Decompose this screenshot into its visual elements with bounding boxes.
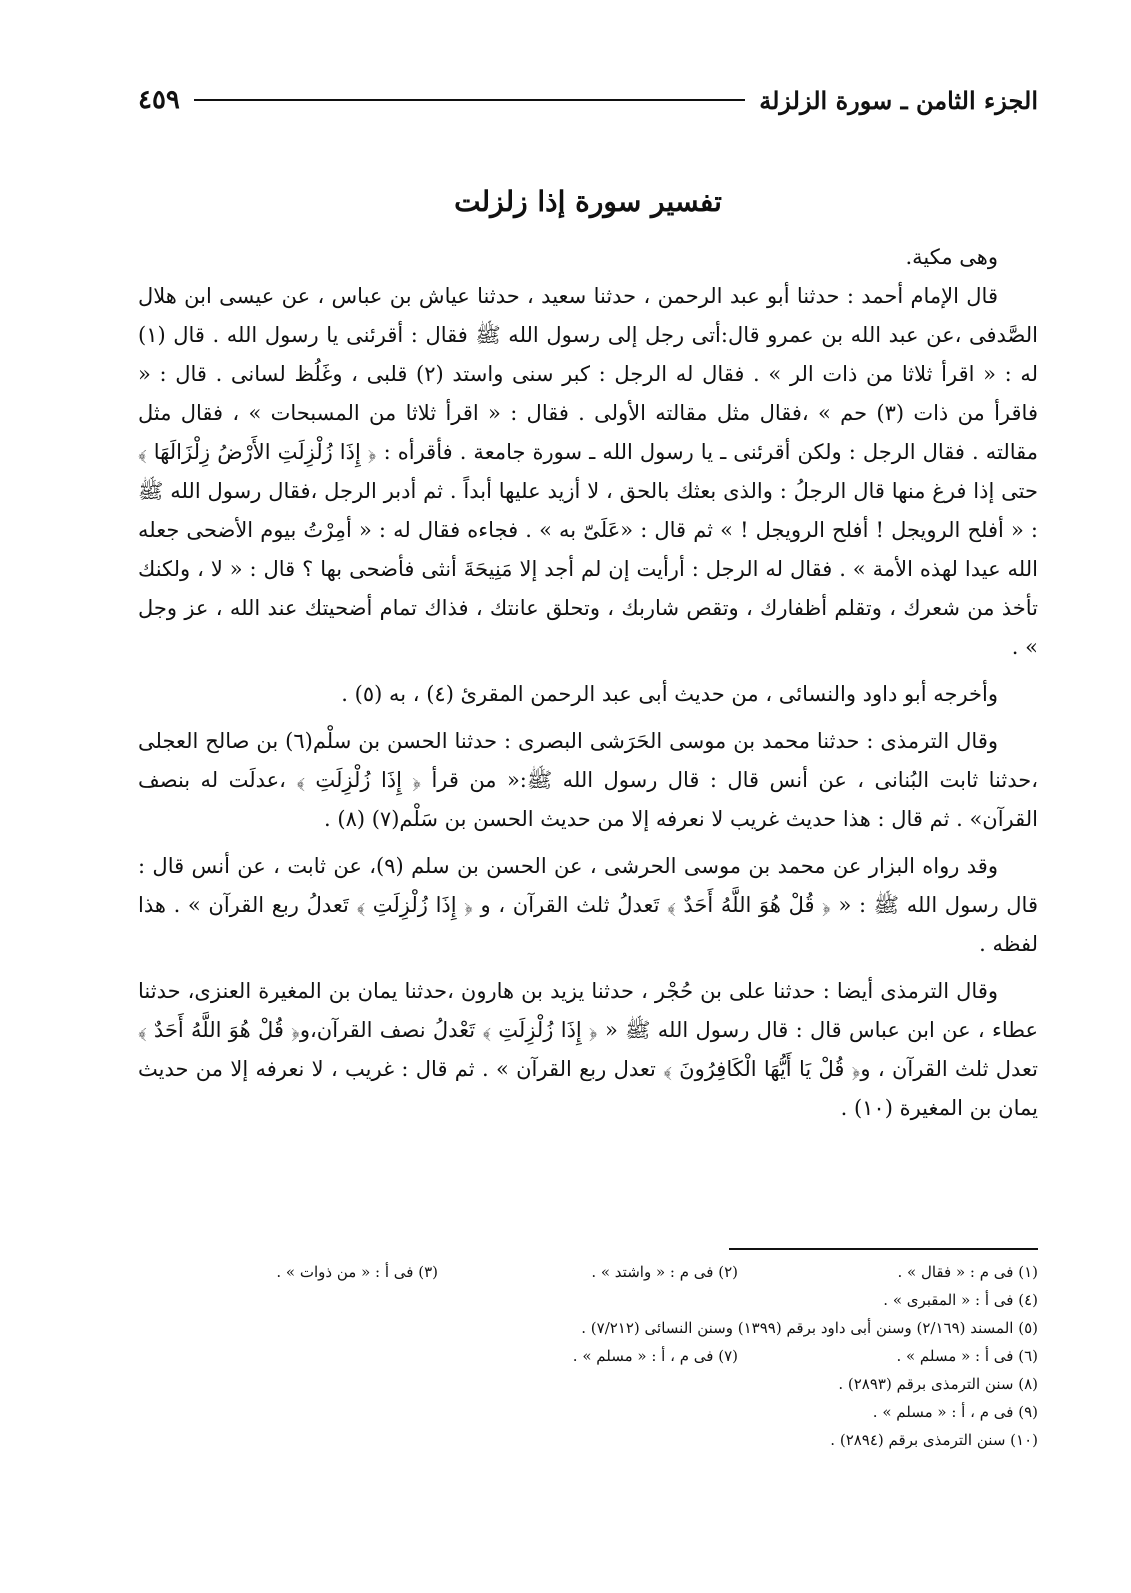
paragraph-intro: وهى مكية. xyxy=(905,245,998,269)
footnote-3: (٣) فى أ : « من ذوات » . xyxy=(276,1263,438,1281)
paragraph-tirmidhi-2: وقال الترمذى أيضا : حدثنا على بن حُجْر ، حدثنا يزيد بن هارون ،حدثنا يمان بن المغيرة العنزى، حدثنا عطاء ، عن ابن عباس قال : قال رسول الله ﷺ « ﴿ إِذَا زُلْزِلَتِ ﴾ تَعْدلُ نصف القرآن،و﴿ قُلْ هُوَ اللَّهُ أَحَدٌ ﴾ تعدل ثلث القرآن ، و﴿ قُلْ يَا أَيُّهَا الْكَافِرُونَ ﴾ تعدل ربع القرآن » . ثم قال : غريب ، لا نعرفه إلا من حديث يمان بن المغيرة (١٠) . xyxy=(138,979,1038,1120)
running-title: الجزء الثامن ـ سورة الزلزلة xyxy=(759,85,1038,115)
footnotes xyxy=(138,1258,1038,1454)
body-text xyxy=(138,238,1038,1136)
footnote-row xyxy=(138,1314,1038,1342)
footnote-row xyxy=(138,1426,1038,1454)
footnote-row xyxy=(138,1370,1038,1398)
footnote-1: (١) فى م : « فقال » . xyxy=(897,1263,1038,1281)
footnote-9: (٩) فى م ، أ : « مسلم » . xyxy=(872,1403,1038,1421)
footnote-row xyxy=(138,1398,1038,1426)
footnote-4: (٤) فى أ : « المقبرى » . xyxy=(883,1291,1038,1309)
footnote-5: (٥) المسند (٢/١٦٩) وسنن أبى داود برقم (١٣٩٩) وسنن النسائى (٧/٢١٢) . xyxy=(581,1319,1038,1337)
footnote-8: (٨) سنن الترمذى برقم (٢٨٩٣) . xyxy=(838,1375,1038,1393)
footnote-row xyxy=(138,1258,1038,1286)
header-rule xyxy=(194,99,745,101)
paragraph-abu-dawud: وأخرجه أبو داود والنسائى ، من حديث أبى عبد الرحمن المقرئ (٤) ، به (٥) . xyxy=(341,682,998,706)
paragraph-tirmidhi: وقال الترمذى : حدثنا محمد بن موسى الحَرَشى البصرى : حدثنا الحسن بن سلْم(٦) بن صالح العجلى ،حدثنا ثابت البُنانى ، عن أنس قال : قال رسول الله ﷺ:« من قرأ ﴿ إِذَا زُلْزِلَتِ ﴾ ،عدلَت له بنصف القرآن» . ثم قال : هذا حديث غريب لا نعرفه إلا من حديث الحسن بن سَلْم(٧) (٨) . xyxy=(138,729,1038,831)
paragraph-bazzar: وقد رواه البزار عن محمد بن موسى الحرشى ، عن الحسن بن سلم (٩)، عن ثابت ، عن أنس قال : قال رسول الله ﷺ : « ﴿ قُلْ هُوَ اللَّهُ أَحَدٌ ﴾ تَعدلُ ثلث القرآن ، و ﴿ إِذَا زُلْزِلَتِ ﴾ تَعدلُ ربع القرآن » . هذا لفظه . xyxy=(138,854,1038,956)
page-number: ٤٥٩ xyxy=(138,85,180,115)
footnote-7: (٧) فى م ، أ : « مسلم » . xyxy=(572,1347,738,1365)
footnote-row xyxy=(138,1286,1038,1314)
footnote-row xyxy=(138,1342,1038,1370)
chapter-title: تفسير سورة إذا زلزلت xyxy=(454,185,722,218)
footnote-rule xyxy=(729,1248,1038,1250)
footnote-2: (٢) فى م : « واشتد » . xyxy=(591,1263,738,1281)
footnote-6: (٦) فى أ : « مسلم » . xyxy=(896,1347,1038,1365)
running-header xyxy=(138,80,1038,120)
paragraph-ahmad-hadith: قال الإمام أحمد : حدثنا أبو عبد الرحمن ، حدثنا سعيد ، حدثنا عياش بن عباس ، عن عيسى ابن هلال الصَّدفى ،عن عبد الله بن عمرو قال:أتى رجل إلى رسول الله ﷺ فقال : أقرئنى يا رسول الله . قال (١) له : « اقرأ ثلاثا من ذات الر » . فقال له الرجل : كبر سنى واستد (٢) قلبى ، وغَلُظ لسانى . قال : « فاقرأ من ذات (٣) حم » ،فقال مثل مقالته الأولى . فقال : « اقرأ ثلاثا من المسبحات » ، فقال مثل مقالته . فقال الرجل : ولكن أقرئنى ـ يا رسول الله ـ سورة جامعة . فأقرأه : ﴿ إِذَا زُلْزِلَتِ الأَرْضُ زِلْزَالَهَا ﴾ حتى إذا فرغ منها قال الرجلُ : والذى بعثك بالحق ، لا أزيد عليها أبداً . ثم أدبر الرجل ،فقال رسول الله ﷺ : « أفلح الرويجل ! أفلح الرويجل ! » ثم قال : «عَلَىّ به » . فجاءه فقال له : « أمِرْتُ بيوم الأضحى جعله الله عيدا لهذه الأمة » . فقال له الرجل : أرأيت إن لم أجد إلا مَنِيحَةَ أنثى فأضحى بها ؟ قال : « لا ، ولكنك تأخذ من شعرك ، وتقلم أظفارك ، وتقص شاربك ، وتحلق عانتك ، فذاك تمام أضحيتك عند الله ، عز وجل » . xyxy=(138,284,1039,659)
footnote-10: (١٠) سنن الترمذى برقم (٢٨٩٤) . xyxy=(830,1431,1038,1449)
